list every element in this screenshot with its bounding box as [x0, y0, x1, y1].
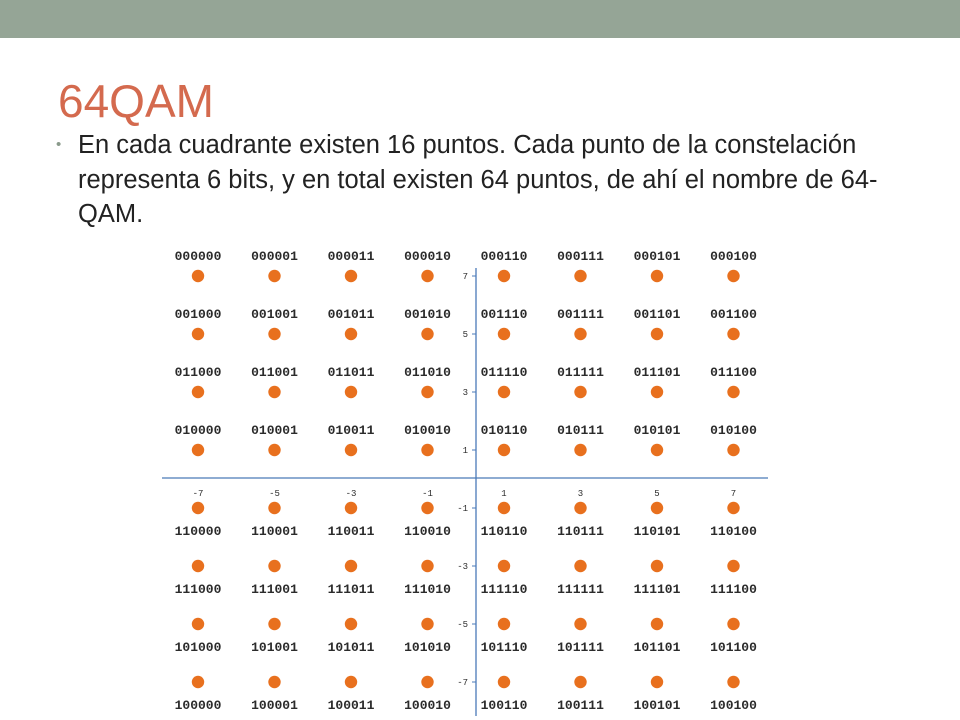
constellation-point: [345, 386, 357, 398]
constellation-code-label: 000000: [174, 249, 222, 264]
y-tick-label: 3: [462, 388, 468, 398]
constellation-code-label: 100111: [557, 698, 604, 713]
constellation-code-label: 100011: [327, 698, 375, 713]
constellation-code-label: 011100: [710, 365, 757, 380]
constellation-code-label: 101101: [633, 640, 681, 655]
constellation-code-label: 011001: [251, 365, 298, 380]
top-accent-bar: [0, 0, 960, 38]
constellation-point: [727, 676, 739, 688]
y-tick-label: 7: [462, 272, 468, 282]
constellation-point: [192, 270, 204, 282]
constellation-code-label: 100010: [404, 698, 451, 713]
constellation-code-label: 110110: [480, 524, 528, 539]
constellation-code-label: 101011: [327, 640, 375, 655]
constellation-point: [651, 502, 663, 514]
constellation-point: [268, 386, 280, 398]
constellation-point: [268, 328, 280, 340]
constellation-point: [498, 676, 510, 688]
constellation-code-label: 001100: [710, 307, 757, 322]
constellation-code-label: 111001: [251, 582, 298, 597]
constellation-code-label: 000001: [251, 249, 298, 264]
constellation-point: [574, 502, 586, 514]
x-tick-label: 7: [730, 489, 737, 499]
constellation-point: [574, 444, 586, 456]
bullet-marker: •: [56, 136, 62, 153]
constellation-point: [421, 270, 433, 282]
constellation-code-label: 110100: [710, 524, 757, 539]
constellation-code-label: 101001: [251, 640, 298, 655]
constellation-diagram: [160, 240, 772, 718]
constellation-code-label: 110111: [557, 524, 604, 539]
constellation-point: [498, 560, 510, 572]
constellation-code-label: 111100: [710, 582, 757, 597]
constellation-code-label: 110001: [251, 524, 298, 539]
constellation-point: [192, 444, 204, 456]
constellation-code-label: 001011: [327, 307, 375, 322]
constellation-point: [192, 676, 204, 688]
y-tick-label: -7: [457, 678, 468, 688]
x-tick-label: -5: [269, 489, 280, 499]
constellation-code-label: 101110: [480, 640, 528, 655]
constellation-code-label: 011101: [633, 365, 681, 380]
constellation-code-label: 111110: [480, 582, 528, 597]
constellation-code-label: 111101: [633, 582, 681, 597]
constellation-code-label: 010110: [480, 423, 528, 438]
constellation-code-label: 001010: [404, 307, 451, 322]
y-tick-label: 5: [462, 330, 468, 340]
constellation-code-label: 110000: [174, 524, 222, 539]
constellation-code-label: 101111: [557, 640, 604, 655]
constellation-code-label: 010111: [557, 423, 604, 438]
constellation-code-label: 100000: [174, 698, 222, 713]
x-tick-label: -1: [422, 489, 433, 499]
constellation-point: [727, 444, 739, 456]
constellation-point: [498, 618, 510, 630]
constellation-point: [574, 676, 586, 688]
constellation-code-label: 011010: [404, 365, 451, 380]
constellation-point: [498, 270, 510, 282]
constellation-point: [345, 676, 357, 688]
constellation-point: [498, 502, 510, 514]
constellation-code-label: 110101: [633, 524, 681, 539]
constellation-point: [345, 560, 357, 572]
y-tick-label: -1: [457, 504, 468, 514]
constellation-code-label: 000101: [633, 249, 681, 264]
constellation-point: [574, 328, 586, 340]
x-tick-label: 1: [501, 489, 507, 499]
constellation-code-label: 101000: [174, 640, 222, 655]
x-tick-label: -7: [192, 489, 204, 499]
constellation-point: [574, 270, 586, 282]
constellation-code-label: 010101: [633, 423, 681, 438]
constellation-point: [651, 444, 663, 456]
constellation-code-label: 000010: [404, 249, 451, 264]
constellation-point: [727, 386, 739, 398]
constellation-point: [574, 618, 586, 630]
constellation-code-label: 001001: [251, 307, 298, 322]
x-tick-label: -3: [345, 489, 357, 499]
constellation-point: [727, 270, 739, 282]
constellation-point: [498, 444, 510, 456]
constellation-code-label: 010000: [174, 423, 222, 438]
constellation-point: [651, 618, 663, 630]
constellation-code-label: 111111: [557, 582, 604, 597]
constellation-point: [345, 270, 357, 282]
constellation-point: [192, 560, 204, 572]
constellation-point: [421, 618, 433, 630]
constellation-point: [345, 502, 357, 514]
constellation-code-label: 011011: [327, 365, 375, 380]
constellation-code-label: 000111: [557, 249, 604, 264]
constellation-code-label: 010011: [327, 423, 375, 438]
constellation-point: [498, 386, 510, 398]
constellation-point: [727, 502, 739, 514]
constellation-point: [192, 502, 204, 514]
constellation-point: [574, 560, 586, 572]
constellation-code-label: 100110: [480, 698, 528, 713]
constellation-point: [268, 560, 280, 572]
x-tick-label: 3: [577, 489, 584, 499]
constellation-point: [421, 386, 433, 398]
constellation-code-label: 001110: [480, 307, 528, 322]
constellation-code-label: 010010: [404, 423, 451, 438]
constellation-point: [651, 328, 663, 340]
constellation-point: [574, 386, 586, 398]
constellation-code-label: 110010: [404, 524, 451, 539]
constellation-code-label: 001101: [633, 307, 681, 322]
constellation-code-label: 001111: [557, 307, 604, 322]
constellation-point: [345, 618, 357, 630]
constellation-point: [421, 560, 433, 572]
constellation-code-label: 111010: [404, 582, 451, 597]
constellation-point: [268, 618, 280, 630]
constellation-point: [651, 676, 663, 688]
constellation-code-label: 110011: [327, 524, 375, 539]
constellation-code-label: 111011: [327, 582, 375, 597]
constellation-point: [192, 386, 204, 398]
constellation-point: [727, 560, 739, 572]
constellation-point: [268, 502, 280, 514]
constellation-point: [345, 328, 357, 340]
constellation-point: [651, 386, 663, 398]
constellation-code-label: 000100: [710, 249, 757, 264]
constellation-point: [498, 328, 510, 340]
constellation-point: [651, 560, 663, 572]
x-tick-label: 5: [654, 489, 660, 499]
constellation-code-label: 000011: [327, 249, 375, 264]
constellation-code-label: 111000: [174, 582, 222, 597]
constellation-code-label: 100001: [251, 698, 298, 713]
bullet-text: En cada cuadrante existen 16 puntos. Cada punto de la constelación representa 6 bits, y en total existen 64 puntos, de ahí el nombre de 64-QAM.: [78, 131, 878, 228]
constellation-code-label: 011111: [557, 365, 604, 380]
constellation-code-label: 010001: [251, 423, 298, 438]
constellation-code-label: 000110: [480, 249, 528, 264]
constellation-code-label: 100101: [633, 698, 681, 713]
constellation-code-label: 100100: [710, 698, 757, 713]
constellation-code-label: 010100: [710, 423, 757, 438]
constellation-code-label: 011000: [174, 365, 222, 380]
constellation-point: [192, 618, 204, 630]
constellation-point: [192, 328, 204, 340]
constellation-code-label: 011110: [480, 365, 528, 380]
constellation-code-label: 001000: [174, 307, 222, 322]
constellation-point: [268, 270, 280, 282]
constellation-point: [268, 444, 280, 456]
slide-title: 64QAM: [58, 75, 214, 127]
constellation-code-label: 101010: [404, 640, 451, 655]
constellation-point: [421, 328, 433, 340]
y-tick-label: -5: [457, 620, 468, 630]
constellation-point: [268, 676, 280, 688]
constellation-point: [727, 328, 739, 340]
y-tick-label: -3: [457, 562, 468, 572]
constellation-point: [345, 444, 357, 456]
constellation-point: [727, 618, 739, 630]
constellation-point: [421, 444, 433, 456]
y-tick-label: 1: [462, 446, 468, 456]
constellation-point: [651, 270, 663, 282]
constellation-code-label: 101100: [710, 640, 757, 655]
constellation-point: [421, 676, 433, 688]
constellation-point: [421, 502, 433, 514]
